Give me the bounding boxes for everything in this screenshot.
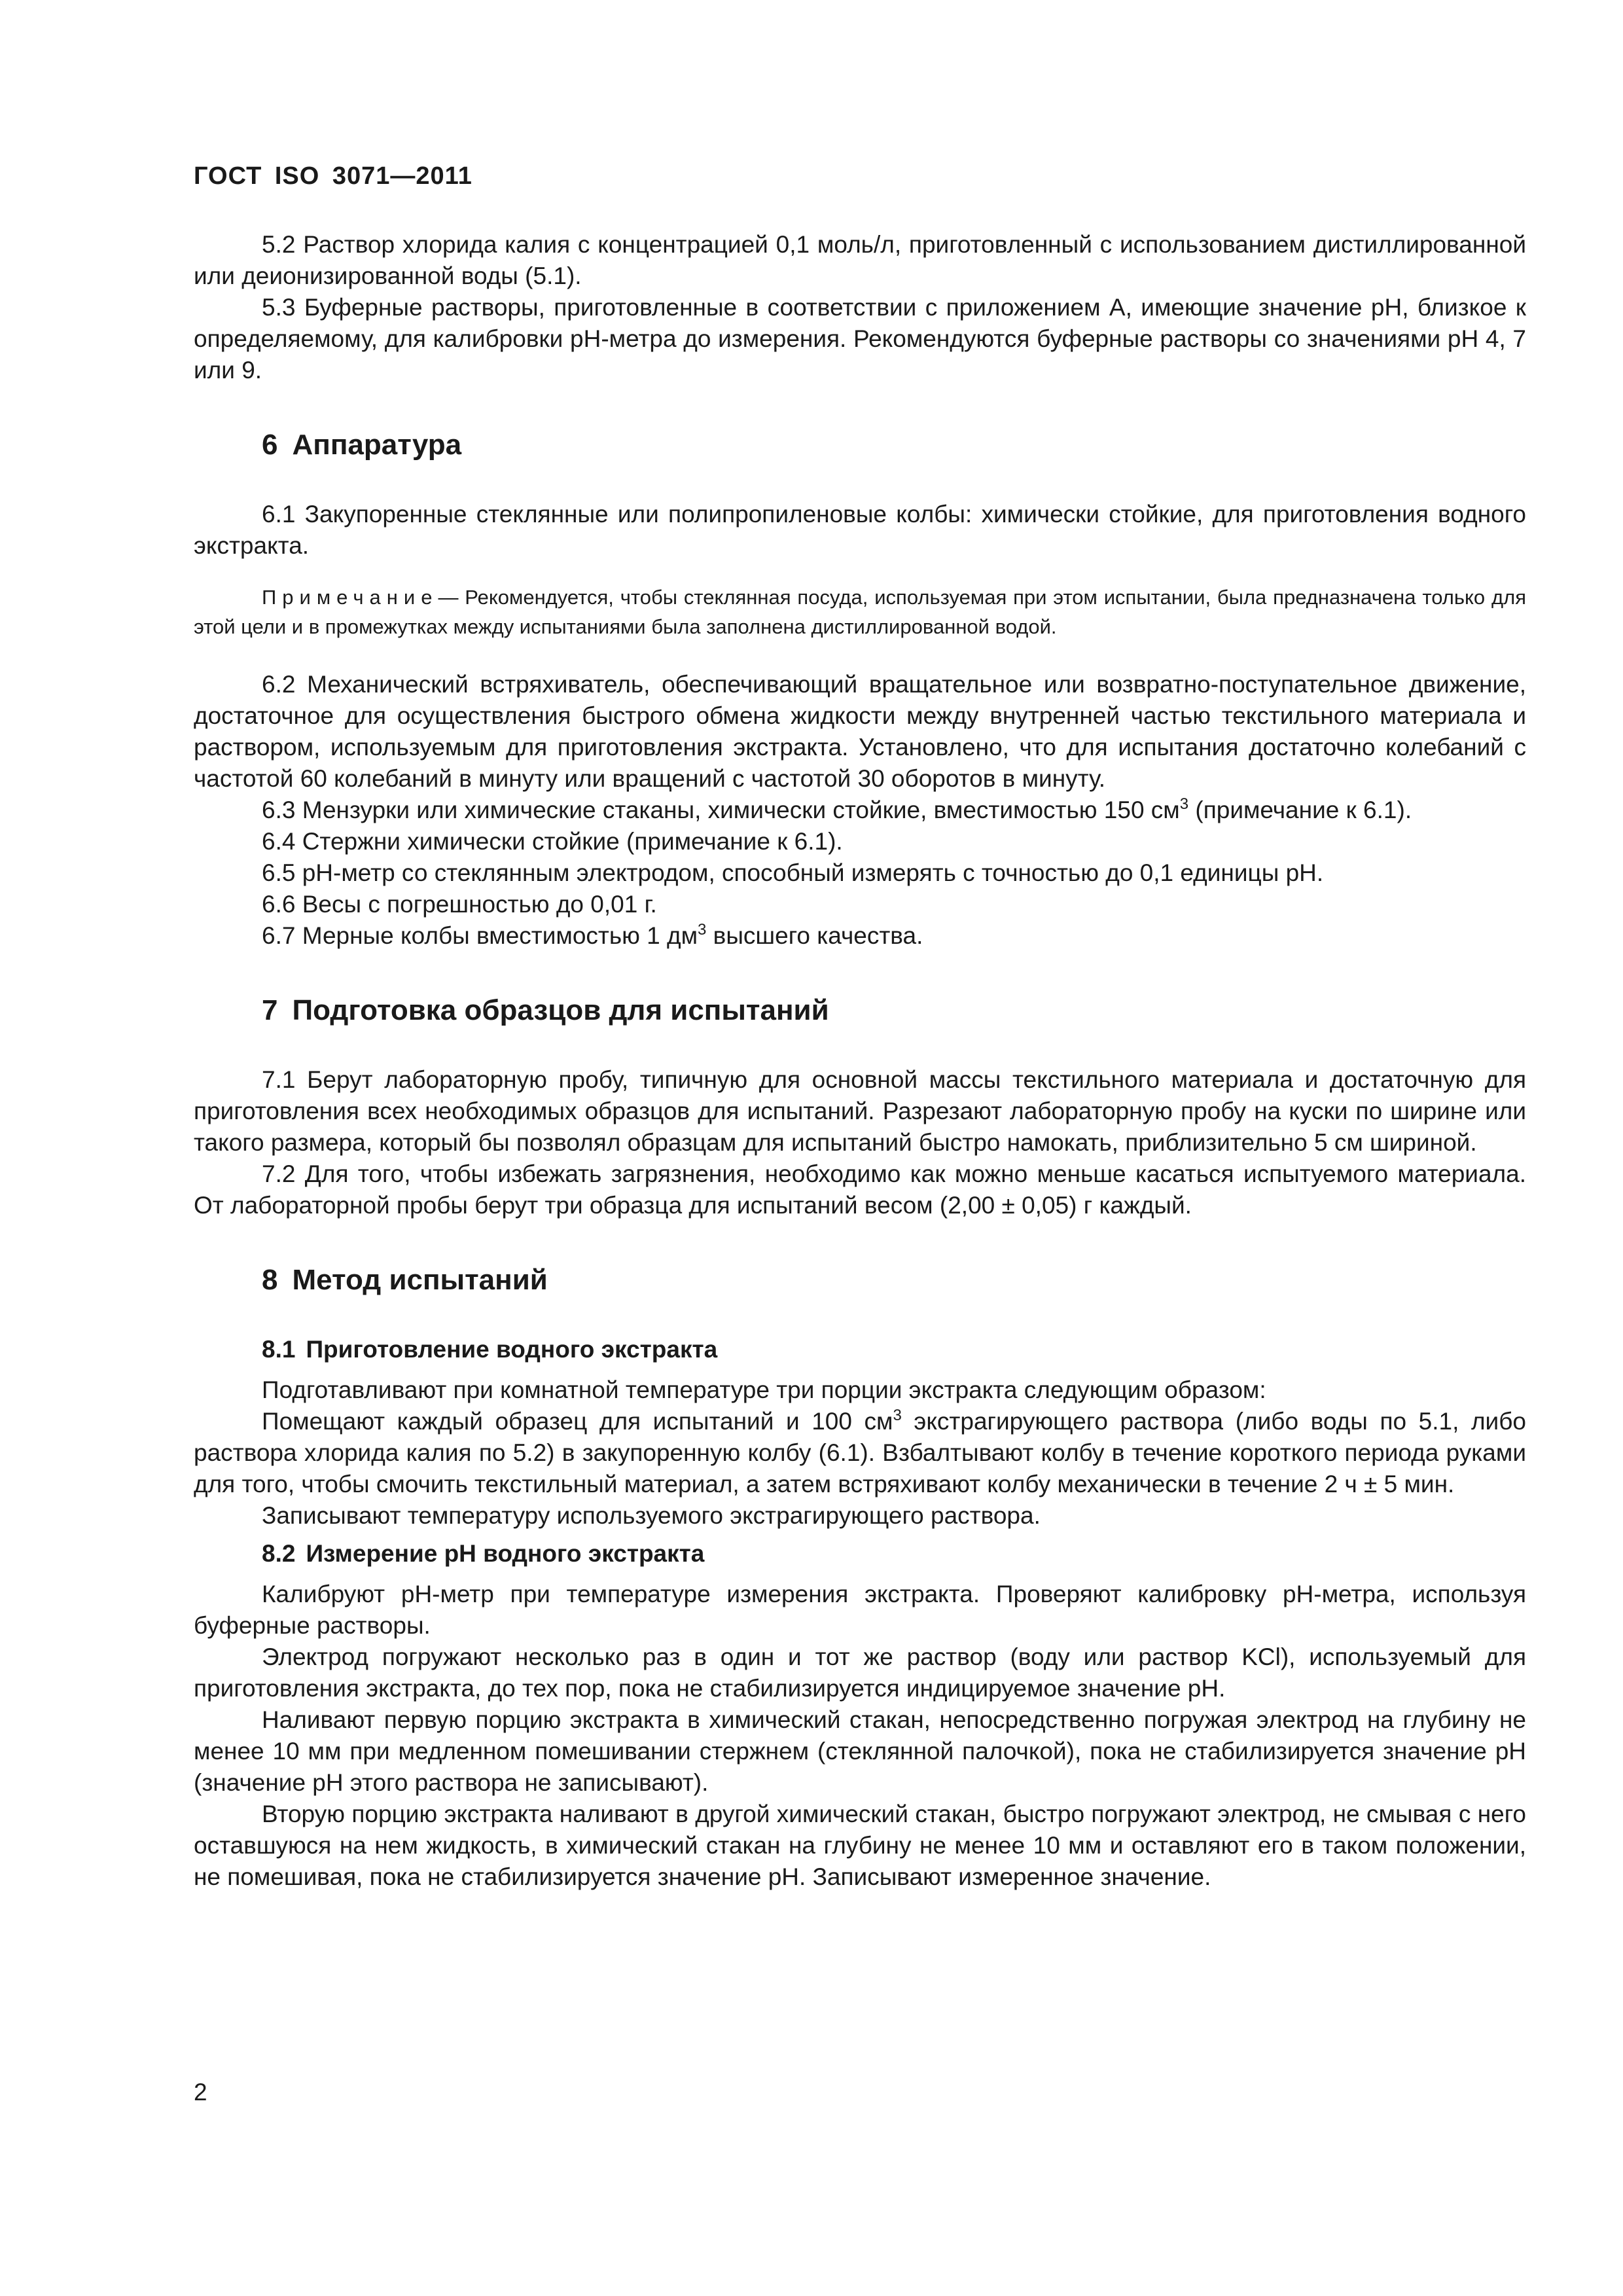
page-number: 2 <box>194 2079 207 2106</box>
paragraph-6-3-text: 6.3 Мензурки или химические стаканы, химически стойкие, вместимостью 150 см <box>262 797 1180 823</box>
paragraph-8-2-b: Электрод погружают несколько раз в один и тот же раствор (воду или раствор KCl), используемый для приготовления экстракта, до тех пор, пока не стабилизируется индицируемое значение pH. <box>194 1643 1526 1702</box>
section-title: Подготовка образцов для испытаний <box>292 994 829 1026</box>
note <box>194 583 1526 641</box>
superscript: 3 <box>698 921 707 939</box>
paragraph-8-1-b-tail: экстрагирующего раствора (либо воды по 5.1, либо раствора хлорида калия по 5.2) в закупоренную колбу (6.1). Взбалтывают колбу в течение короткого периода руками для того, чтобы смочить текстильный материал, а затем встряхивают колбу механически в течение 2 ч ± 5 мин. <box>194 1408 1526 1498</box>
paragraph-8-1-b-text: Помещают каждый образец для испытаний и 100 см <box>262 1408 893 1435</box>
paragraph-6-7-tail: высшего качества. <box>706 922 923 949</box>
paragraph-6-4: 6.4 Стержни химически стойкие (примечание к 6.1). <box>262 828 843 855</box>
paragraph-8-2-d: Вторую порцию экстракта наливают в другой химический стакан, быстро погружают электрод, не смывая с него оставшуюся на нем жидкость, в химический стакан на глубину не менее 10 мм и оставляют его в таком положении, не помешивая, пока не стабилизируется значение pH. Записывают измеренное значение. <box>194 1801 1526 1890</box>
paragraph-6-7 <box>194 920 1526 952</box>
section-number: 7 <box>262 994 278 1026</box>
section-heading-8 <box>262 1263 1526 1297</box>
paragraph-5-2: 5.2 Раствор хлорида калия с концентрацией 0,1 моль/л, приготовленный с использованием дистиллированной или деионизированной воды (5.1). <box>194 231 1526 289</box>
paragraph-6-7-text: 6.7 Мерные колбы вместимостью 1 дм <box>262 922 698 949</box>
section-number: 6 <box>262 429 278 461</box>
subsection-heading-8-2 <box>262 1538 1526 1570</box>
paragraph-8-1-b <box>194 1406 1526 1500</box>
paragraph-6-3-tail: (примечание к 6.1). <box>1188 797 1412 823</box>
paragraph-6-2: 6.2 Механический встряхиватель, обеспечивающий вращательное или возвратно-поступательное движение, достаточное для осуществления быстрого обмена жидкости между внутренней частью текстильного материала и раствором, используемым для приготовления экстракта. Установлено, что для испытания достаточно колебаний с частотой 60 колебаний в минуту или вращений с частотой 30 оборотов в минуту. <box>194 671 1526 792</box>
subsection-title: Приготовление водного экстракта <box>306 1336 718 1363</box>
paragraph-6-3 <box>194 795 1526 826</box>
paragraph-5-3: 5.3 Буферные растворы, приготовленные в соответствии с приложением А, имеющие значение pH, близкое к определяемому, для калибровки pH-метра до измерения. Рекомендуются буферные растворы со значениями pH 4, 7 или 9. <box>194 294 1526 384</box>
document-header: ГОСТ ISO 3071—2011 <box>194 162 473 190</box>
superscript: 3 <box>893 1407 902 1424</box>
paragraph-8-2-c: Наливают первую порцию экстракта в химический стакан, непосредственно погружая электрод на глубину не менее 10 мм при медленном помешивании стержнем (стеклянной палочкой), пока не стабилизируется значение pH (значение pH этого раствора не записывают). <box>194 1706 1526 1796</box>
subsection-title: Измерение pH водного экстракта <box>306 1540 705 1567</box>
section-heading-7 <box>262 994 1526 1028</box>
paragraph-8-1-a: Подготавливают при комнатной температуре три порции экстракта следующим образом: <box>262 1376 1266 1403</box>
section-title: Метод испытаний <box>292 1264 548 1296</box>
superscript: 3 <box>1179 795 1189 813</box>
section-number: 8 <box>262 1264 278 1296</box>
document-body <box>194 229 1526 1893</box>
paragraph-7-2: 7.2 Для того, чтобы избежать загрязнения, необходимо как можно меньше касаться испытуемого материала. От лабораторной пробы берут три образца для испытаний весом (2,00 ± 0,05) г каждый. <box>194 1160 1526 1219</box>
paragraph-6-6: 6.6 Весы с погрешностью до 0,01 г. <box>262 891 657 918</box>
section-title: Аппаратура <box>292 429 462 461</box>
paragraph-6-5: 6.5 pH-метр со стеклянным электродом, способный измерять с точностью до 0,1 единицы pH. <box>262 859 1324 886</box>
note-text: — Рекомендуется, чтобы стеклянная посуда, используемая при этом испытании, была предназначена только для этой цели и в промежутках между испытаниями была заполнена дистиллированной водой. <box>194 586 1526 638</box>
paragraph-8-1-c: Записывают температуру используемого экстрагирующего раствора. <box>262 1502 1041 1529</box>
subsection-number: 8.1 <box>262 1336 296 1363</box>
note-label: Примечание <box>262 586 438 609</box>
section-heading-6 <box>262 428 1526 462</box>
paragraph-6-1: 6.1 Закупоренные стеклянные или полипропиленовые колбы: химически стойкие, для приготовления водного экстракта. <box>194 501 1526 559</box>
paragraph-8-2-a: Калибруют pH-метр при температуре измерения экстракта. Проверяют калибровку pH-метра, используя буферные растворы. <box>194 1581 1526 1639</box>
subsection-number: 8.2 <box>262 1540 296 1567</box>
paragraph-7-1: 7.1 Берут лабораторную пробу, типичную для основной массы текстильного материала и достаточную для приготовления всех необходимых образцов для испытаний. Разрезают лабораторную пробу на куски по ширине или такого размера, который бы позволял образцам для испытаний быстро намокать, приблизительно 5 см шириной. <box>194 1066 1526 1156</box>
subsection-heading-8-1 <box>262 1334 1526 1365</box>
